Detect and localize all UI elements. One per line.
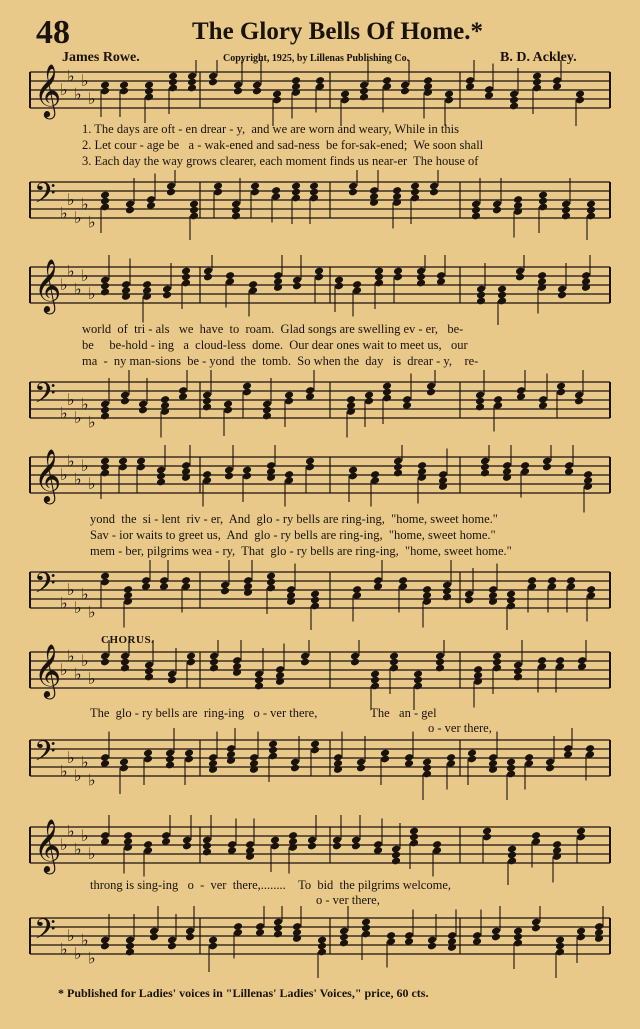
lyric-line: be be-hold - ing a cloud-less dome. Our dear ones wait to meet us, our <box>82 338 468 352</box>
flat-icon: ♭ <box>60 939 68 959</box>
bass-staff <box>0 170 640 240</box>
treble-clef-icon: 𝄞 <box>34 63 62 117</box>
flat-icon: ♭ <box>67 451 75 471</box>
flat-icon: ♭ <box>81 752 89 772</box>
treble-staff <box>0 255 640 325</box>
treble-clef-icon: 𝄞 <box>34 258 62 312</box>
flat-icon: ♭ <box>81 930 89 950</box>
flat-icon: ♭ <box>67 190 75 209</box>
lyric-line: ma - ny man-sions be - yond the tomb. So when the day is drear - y, re- <box>82 354 479 368</box>
lyric-line: o - ver there, <box>428 721 492 735</box>
flat-icon: ♭ <box>88 844 96 863</box>
flat-icon: ♭ <box>88 212 96 232</box>
flat-icon: ♭ <box>81 266 89 285</box>
flat-icon: ♭ <box>74 944 82 963</box>
flat-icon: ♭ <box>74 84 82 104</box>
flat-icon: ♭ <box>81 826 89 845</box>
flat-icon: ♭ <box>88 284 96 303</box>
hymn-title: The Glory Bells Of Home.* <box>192 18 483 45</box>
flat-icon: ♭ <box>74 279 82 299</box>
chorus-label: CHORUS. <box>101 634 155 646</box>
lyric-line: o - ver there, <box>316 893 380 907</box>
flat-icon: ♭ <box>60 275 68 294</box>
lyric-line: throng is sing-ing o - ver there,........ To bid the pilgrims welcome, <box>90 878 451 892</box>
flat-icon: ♭ <box>67 390 75 409</box>
flat-icon: ♭ <box>60 80 68 99</box>
lyric-line: world of tri - als we have to roam. Glad songs are swelling ev - er, be- <box>82 322 464 336</box>
flat-icon: ♭ <box>81 394 89 414</box>
lyricist: James Rowe. <box>62 50 140 65</box>
bass-staff <box>0 728 640 808</box>
flat-icon: ♭ <box>74 664 82 684</box>
flat-icon: ♭ <box>88 948 96 968</box>
page-number: 48 <box>36 14 70 51</box>
bass-clef-icon: 𝄢 <box>34 177 56 217</box>
flat-icon: ♭ <box>60 660 68 679</box>
copyright-notice: Copyright, 1925, by Lillenas Publishing Co. <box>223 53 410 64</box>
flat-icon: ♭ <box>67 748 75 767</box>
flat-icon: ♭ <box>67 646 75 666</box>
footnote: * Published for Ladies' voices in "Lillenas' Ladies' Voices," price, 60 cts. <box>58 986 429 1000</box>
flat-icon: ♭ <box>60 403 68 423</box>
flat-icon: ♭ <box>81 651 89 670</box>
bass-clef-icon: 𝄢 <box>34 913 56 953</box>
flat-icon: ♭ <box>60 465 68 484</box>
flat-icon: ♭ <box>74 469 82 489</box>
flat-icon: ♭ <box>60 761 68 781</box>
lyric-line: 3. Each day the way grows clearer, each moment finds us near-er The house of <box>82 154 479 168</box>
lyric-line: 1. The days are oft - en drear - y, and we are worn and weary, While in this <box>82 122 459 136</box>
bass-staff <box>0 370 640 440</box>
lyric-line: mem - ber, pilgrims wea - ry, That glo - ry bells are ring-ing, "home, sweet home." <box>90 544 512 558</box>
flat-icon: ♭ <box>74 408 82 427</box>
lyric-line: 2. Let cour - age be a - wak-ened and sad-ness be for-sak-ened; We soon shall <box>82 138 484 152</box>
flat-icon: ♭ <box>67 821 75 841</box>
flat-icon: ♭ <box>81 194 89 214</box>
lyric-line: The glo - ry bells are ring-ing o - ver there, The an - gel <box>90 706 437 720</box>
treble-staff <box>0 445 640 515</box>
flat-icon: ♭ <box>67 261 75 281</box>
treble-clef-icon: 𝄞 <box>34 643 62 697</box>
treble-clef-icon: 𝄞 <box>34 448 62 502</box>
flat-icon: ♭ <box>88 89 96 108</box>
treble-staff <box>0 640 640 710</box>
flat-icon: ♭ <box>88 412 96 432</box>
flat-icon: ♭ <box>60 593 68 613</box>
treble-staff <box>0 60 640 130</box>
bass-clef-icon: 𝄢 <box>34 377 56 417</box>
bass-staff <box>0 560 640 630</box>
treble-staff <box>0 815 640 885</box>
flat-icon: ♭ <box>88 474 96 493</box>
bass-staff <box>0 906 640 981</box>
treble-clef-icon: 𝄞 <box>34 818 62 872</box>
flat-icon: ♭ <box>60 203 68 223</box>
flat-icon: ♭ <box>67 66 75 86</box>
bass-clef-icon: 𝄢 <box>34 735 56 775</box>
flat-icon: ♭ <box>81 584 89 604</box>
flat-icon: ♭ <box>74 766 82 785</box>
flat-icon: ♭ <box>74 208 82 227</box>
flat-icon: ♭ <box>67 580 75 599</box>
flat-icon: ♭ <box>60 835 68 854</box>
flat-icon: ♭ <box>74 598 82 617</box>
flat-icon: ♭ <box>88 770 96 790</box>
flat-icon: ♭ <box>88 669 96 688</box>
flat-icon: ♭ <box>88 602 96 622</box>
lyric-line: Sav - ior waits to greet us, And glo - ry bells are ring-ing, "home, sweet home." <box>90 528 496 542</box>
flat-icon: ♭ <box>81 71 89 90</box>
flat-icon: ♭ <box>74 839 82 859</box>
flat-icon: ♭ <box>81 456 89 475</box>
flat-icon: ♭ <box>67 926 75 945</box>
lyric-line: yond the si - lent riv - er, And glo - ry bells are ring-ing, "home, sweet home." <box>90 512 498 526</box>
composer: B. D. Ackley. <box>500 50 577 65</box>
bass-clef-icon: 𝄢 <box>34 567 56 607</box>
